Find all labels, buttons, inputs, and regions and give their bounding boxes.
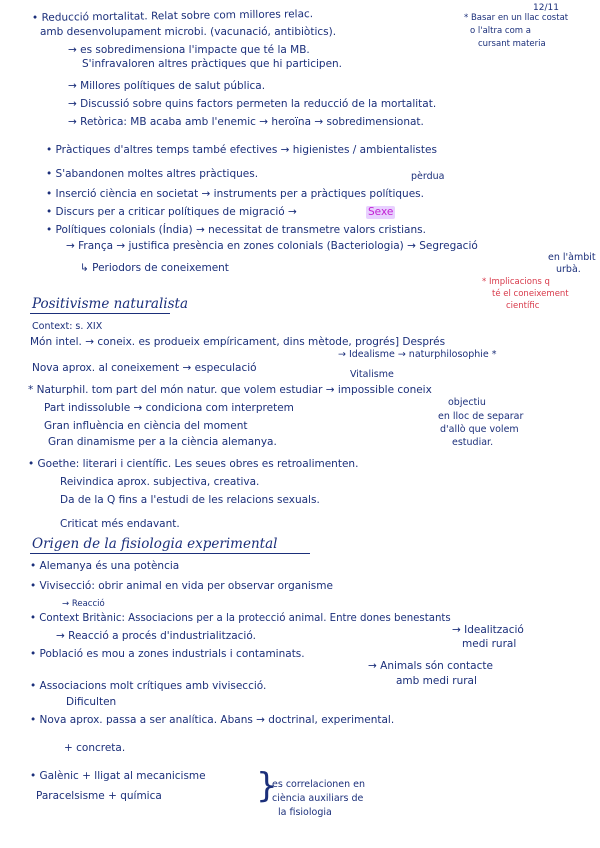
note-line: → Reacció a procés d'industrialització. xyxy=(56,630,256,642)
note-line: amb desenvolupament microbi. (vacunació, antibiòtics). xyxy=(40,26,337,38)
note-line: Món intel. → coneix. es produeix empíricament, dins mètode, progrés] Després xyxy=(30,336,446,348)
margin-note-line: o l'altra com a xyxy=(470,26,531,36)
note-line: Da de la Q fins a l'estudi de les relacions sexuals. xyxy=(60,494,320,506)
note-line: d'allò que volem xyxy=(440,424,519,435)
note-line: • Reducció mortalitat. Relat sobre com millores relac. xyxy=(31,8,314,24)
note-line: objectiu xyxy=(448,397,486,408)
note-line: → Reacció xyxy=(62,599,105,609)
note-line: → Millores polítiques de salut pública. xyxy=(68,80,266,92)
note-line: la fisiologia xyxy=(278,807,332,818)
note-line: • Goethe: literari i científic. Les seues obres es retroalimenten. xyxy=(28,458,359,470)
note-line: Reivindica aprox. subjectiva, creativa. xyxy=(60,476,260,488)
note-line: → Animals són contacte xyxy=(368,660,493,672)
note-line: Context: s. XIX xyxy=(32,321,103,332)
note-line: • Població es mou a zones industrials i contaminats. xyxy=(30,648,305,660)
note-line: Criticat més endavant. xyxy=(60,518,180,530)
note-line: → es sobredimensiona l'impacte que té la MB. xyxy=(68,44,310,56)
note-line: → Idealisme → naturphilosophie * xyxy=(338,349,497,360)
brace-symbol: } xyxy=(256,766,278,806)
heading-underline xyxy=(30,553,310,554)
red-margin-note: * Implicacions q xyxy=(482,277,550,287)
note-line: • Alemanya és una potència xyxy=(30,560,180,572)
margin-note-line: cursant materia xyxy=(478,39,546,49)
note-line: urbà. xyxy=(556,264,581,275)
note-line: Nova aprox. al coneixement → especulació xyxy=(32,362,257,374)
note-line: • Galènic + lligat al mecanicisme xyxy=(30,770,206,782)
note-line: • Polítiques colonials (Índia) → necessitat de transmetre valors cristians. xyxy=(46,224,426,236)
note-line: Dificulten xyxy=(66,696,117,708)
note-line: → Idealització xyxy=(452,624,524,636)
note-line: • Discurs per a criticar polítiques de migració → xyxy=(46,206,297,218)
note-line: → Retòrica: MB acaba amb l'enemic → heroïna → sobredimensionat. xyxy=(68,116,424,128)
date-label: 12/11 xyxy=(533,3,559,13)
note-line: medi rural xyxy=(462,638,517,650)
heading-underline xyxy=(30,313,170,314)
note-line: • Context Britànic: Associacions per a la protecció animal. Entre dones benestants xyxy=(30,612,451,624)
note-line: en l'àmbit xyxy=(548,252,596,263)
note-line: * Naturphil. tom part del món natur. que volem estudiar → impossible coneix xyxy=(28,384,432,396)
note-line: • S'abandonen moltes altres pràctiques. xyxy=(46,168,259,180)
note-line: amb medi rural xyxy=(396,675,477,687)
note-line: + concreta. xyxy=(64,742,126,754)
note-line: ↳ Periodors de coneixement xyxy=(80,262,229,274)
section-heading: Origen de la fisiologia experimental xyxy=(32,536,278,552)
note-line: S'infravaloren altres pràctiques que hi participen. xyxy=(82,58,343,70)
section-heading: Positivisme naturalista xyxy=(32,296,189,312)
note-line: • Nova aprox. passa a ser analítica. Abans → doctrinal, experimental. xyxy=(30,714,395,726)
note-line: Gran influència en ciència del moment xyxy=(44,420,248,432)
note-line: • Pràctiques d'altres temps també efectives → higienistes / ambientalistes xyxy=(46,144,437,156)
note-line: Vitalisme xyxy=(350,369,394,380)
margin-note-line: * Basar en un llac costat xyxy=(464,13,569,23)
note-line: • Associacions molt crítiques amb vivisecció. xyxy=(30,680,267,692)
note-line: es correlacionen en xyxy=(272,779,366,790)
highlighted-word: Sexe xyxy=(368,206,394,218)
note-line: Part indissoluble → condiciona com interpretem xyxy=(44,402,294,414)
note-line: → França → justifica presència en zones colonials (Bacteriologia) → Segregació xyxy=(66,240,478,252)
red-margin-note: científic xyxy=(506,301,540,311)
note-line: • Vivisecció: obrir animal en vida per observar organisme xyxy=(30,580,333,592)
note-line: en lloc de separar xyxy=(438,411,524,422)
note-line: Gran dinamisme per a la ciència alemanya. xyxy=(48,436,277,448)
note-line: • Inserció ciència en societat → instruments per a pràctiques polítiques. xyxy=(46,188,424,200)
note-line: Paracelsisme + química xyxy=(36,790,162,802)
note-line: → Discussió sobre quins factors permeten la reducció de la mortalitat. xyxy=(68,98,437,110)
note-line: ciència auxiliars de xyxy=(272,793,364,804)
note-line: pèrdua xyxy=(411,171,445,182)
note-line: estudiar. xyxy=(452,437,494,448)
red-margin-note: té el coneixement xyxy=(492,289,569,299)
